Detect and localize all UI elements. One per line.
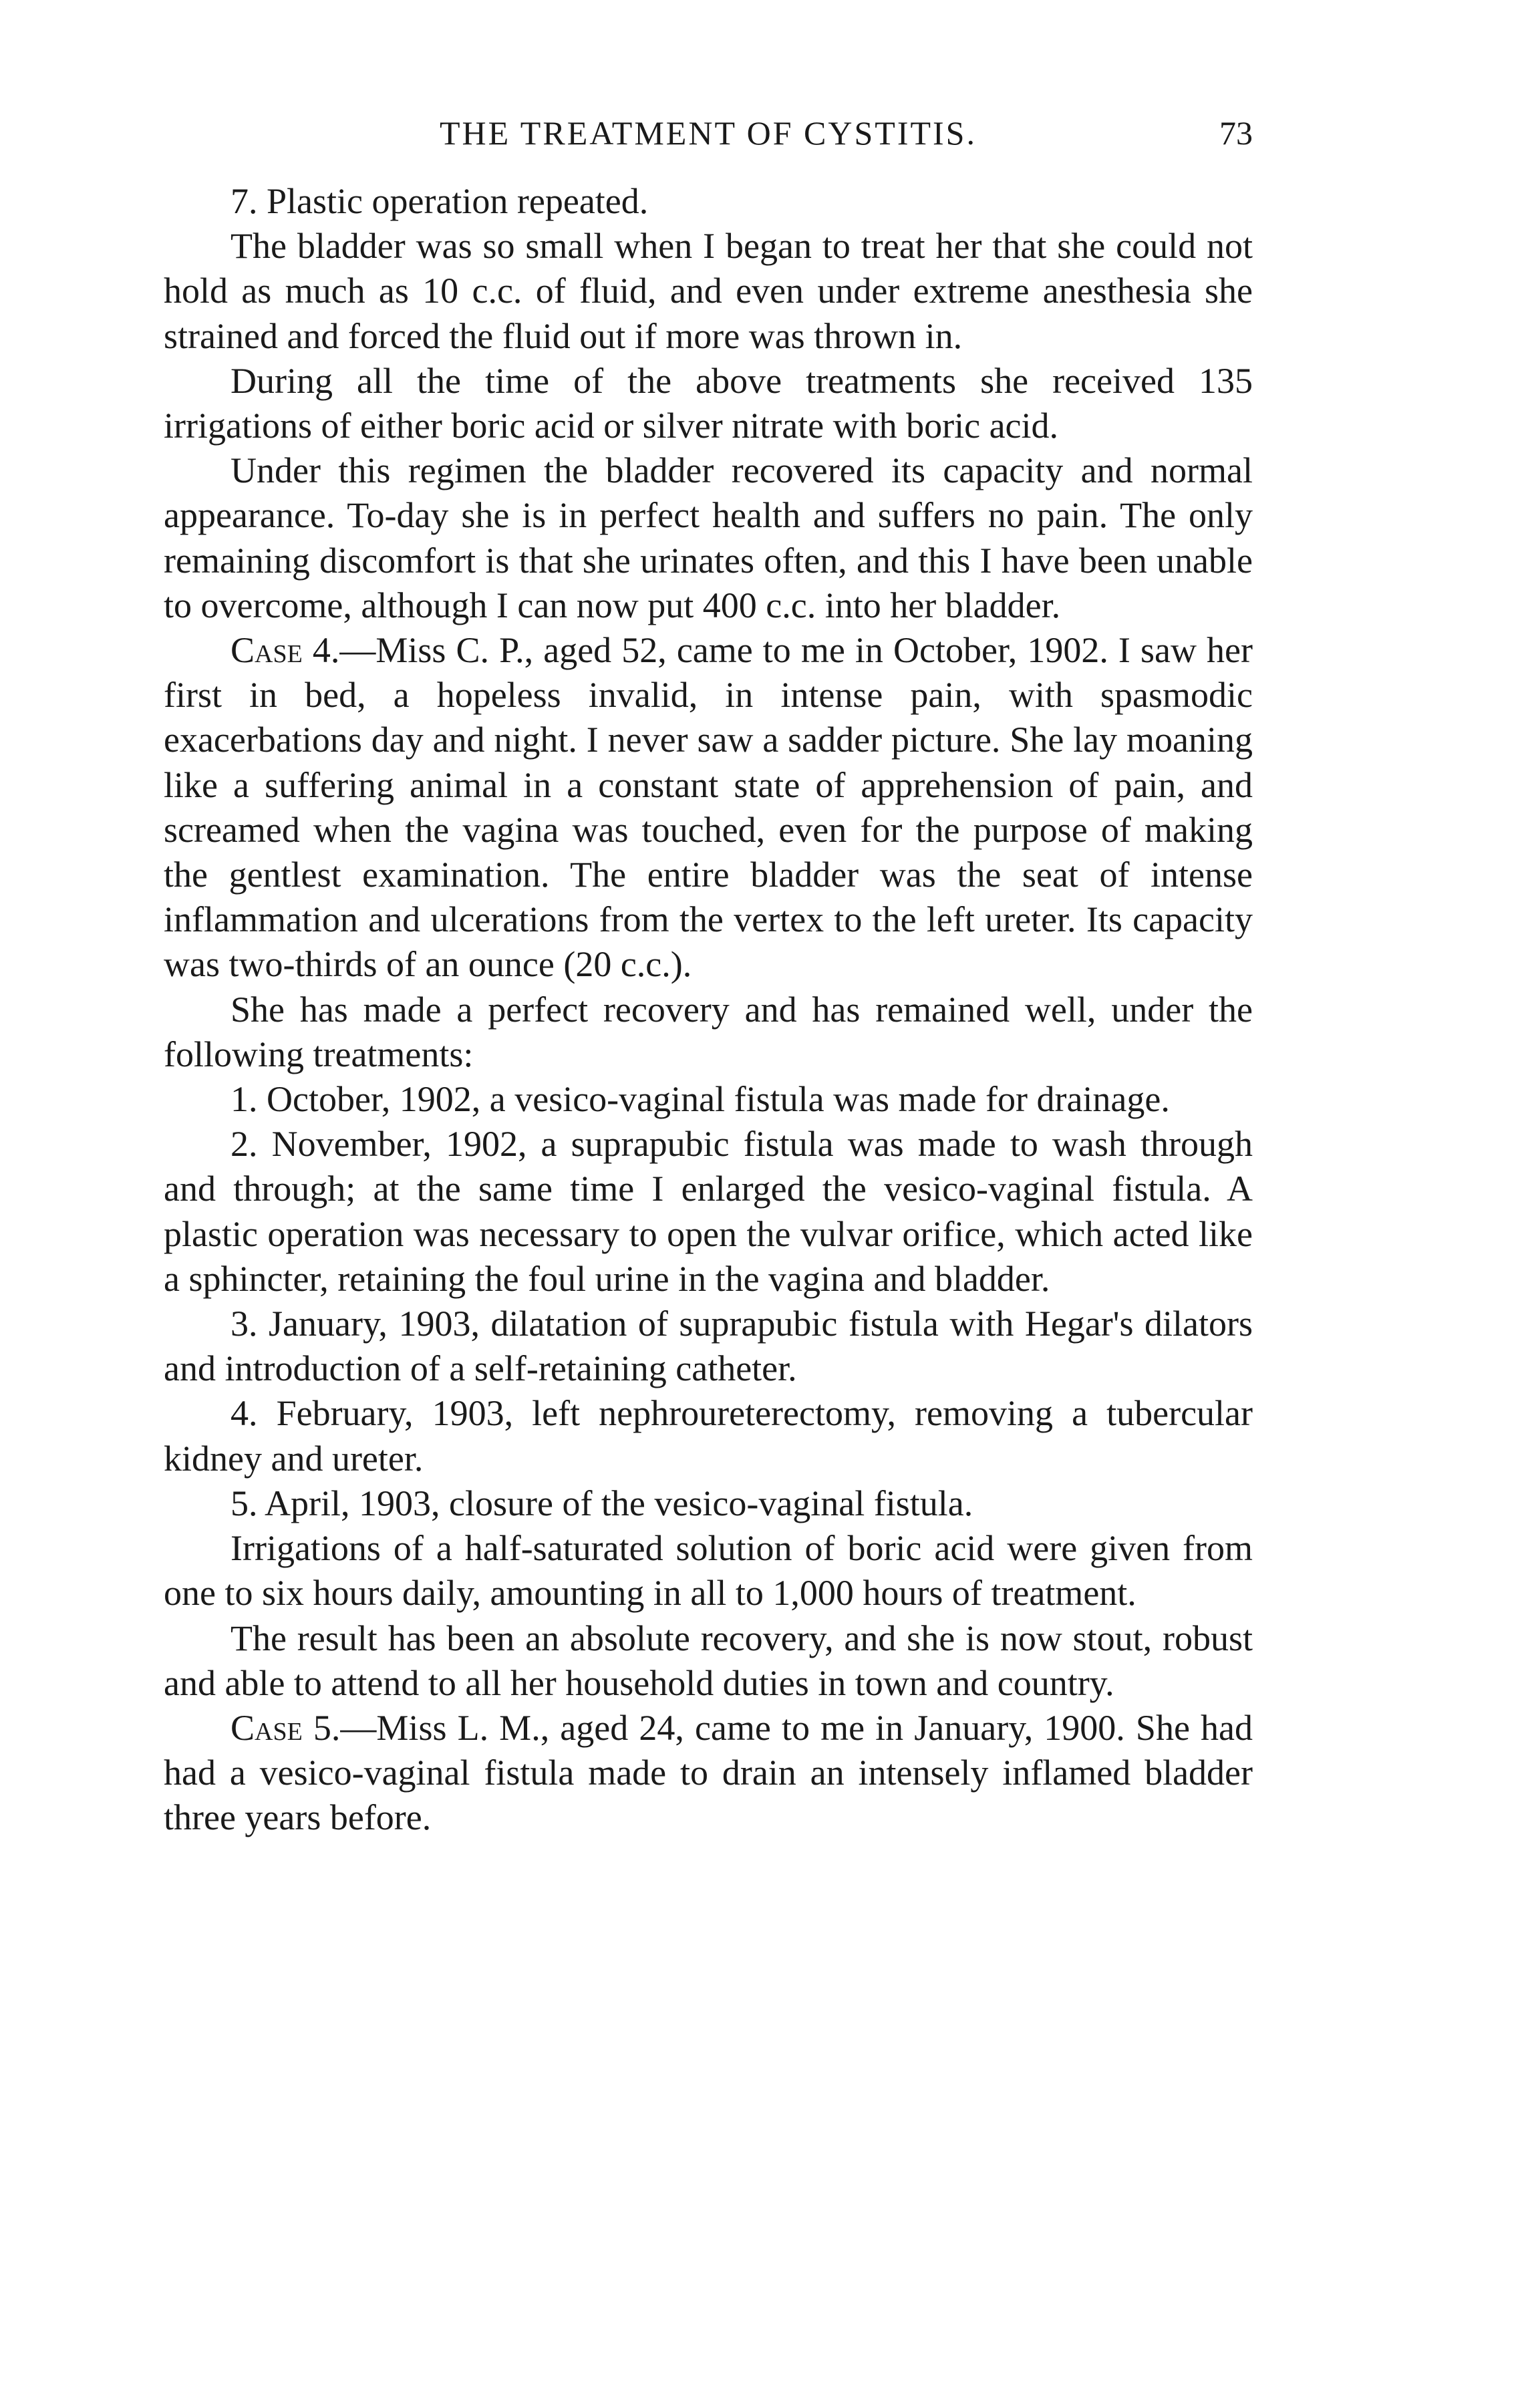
book-page	[164, 114, 1253, 1841]
paragraph-text: 3. January, 1903, dilatation of suprapubic fistula with Hegar's dilators and introduction of a self-retaining catheter.	[164, 1304, 1253, 1389]
paragraph-case-4	[164, 628, 1253, 988]
paragraph-recovery	[164, 988, 1253, 1077]
running-head	[164, 114, 1253, 174]
paragraph-text: Under this regimen the bladder recovered its capacity and normal appearance. To-day she is in perfect health and suffers no pain. The only remaining discomfort is that she urinates often, and this I have been unable to overcome, although I can now put 400 c.c. into her bladder.	[164, 450, 1253, 625]
paragraph-text: She has made a perfect recovery and has remained well, under the following treatments:	[164, 989, 1253, 1074]
paragraph-text: 2. November, 1902, a suprapubic fistula was made to wash through and through; at the same time I enlarged the vesico-vaginal fistula. A plastic operation was necessary to open the vulvar orifice, which acted like a sphincter, retaining the foul urine in the vagina and bladder.	[164, 1124, 1253, 1299]
case-label: Case 5.	[231, 1707, 341, 1748]
paragraph-text: —Miss C. P., aged 52, came to me in October, 1902. I saw her first in bed, a hopeless invalid, in intense pain, with spasmodic exacerbations day and night. I never saw a sadder picture. She lay moaning like a suffering animal in a constant state of apprehension of pain, and screamed when the vagina was touched, even for the purpose of making the gentlest examination. The entire bladder was the seat of intense inflammation and ulcerations from the vertex to the left ureter. Its capacity was two-thirds of an ounce (20 c.c.).	[164, 630, 1253, 985]
page-number: 73	[1219, 114, 1253, 152]
case-label: Case 4.	[231, 630, 340, 671]
paragraph-text: The result has been an absolute recovery, and she is now stout, robust and able to attend to all her household duties in town and country.	[164, 1618, 1253, 1703]
paragraph-treatment-2	[164, 1122, 1253, 1302]
paragraph-irrigations-135	[164, 359, 1253, 448]
body-text	[164, 179, 1253, 1841]
paragraph-text: Irrigations of a half-saturated solution of boric acid were given from one to six hours daily, amounting in all to 1,000 hours of treatment.	[164, 1528, 1253, 1614]
paragraph-text: 5. April, 1903, closure of the vesico-vaginal fistula.	[231, 1483, 973, 1523]
paragraph-boric-irrigations	[164, 1526, 1253, 1616]
paragraph-treatment-5	[164, 1481, 1253, 1526]
paragraph-treatment-1	[164, 1077, 1253, 1122]
paragraph-text: 4. February, 1903, left nephroureterectomy, removing a tubercular kidney and ureter.	[164, 1393, 1253, 1479]
paragraph-regimen	[164, 448, 1253, 628]
paragraph-treatment-4	[164, 1391, 1253, 1481]
paragraph-text: During all the time of the above treatments she received 135 irrigations of either boric acid or silver nitrate with boric acid.	[164, 360, 1253, 446]
running-title: THE TREATMENT OF CYSTITIS.	[440, 114, 977, 152]
paragraph-text: The bladder was so small when I began to treat her that she could not hold as much as 10 c.c. of fluid, and even under extreme anesthesia she strained and forced the fluid out if more was thrown in.	[164, 226, 1253, 356]
paragraph-treatment-3	[164, 1302, 1253, 1391]
paragraph-result	[164, 1616, 1253, 1706]
paragraph-text: 1. October, 1902, a vesico-vaginal fistula was made for drainage.	[231, 1079, 1170, 1120]
paragraph-text: —Miss L. M., aged 24, came to me in January, 1900. She had had a vesico-vaginal fistula made to drain an intensely inflamed bladder three years before.	[164, 1707, 1253, 1838]
paragraph-case-5	[164, 1706, 1253, 1841]
paragraph-bladder-small	[164, 224, 1253, 359]
paragraph-operation-repeated	[164, 179, 1253, 224]
paragraph-text: 7. Plastic operation repeated.	[231, 181, 649, 221]
